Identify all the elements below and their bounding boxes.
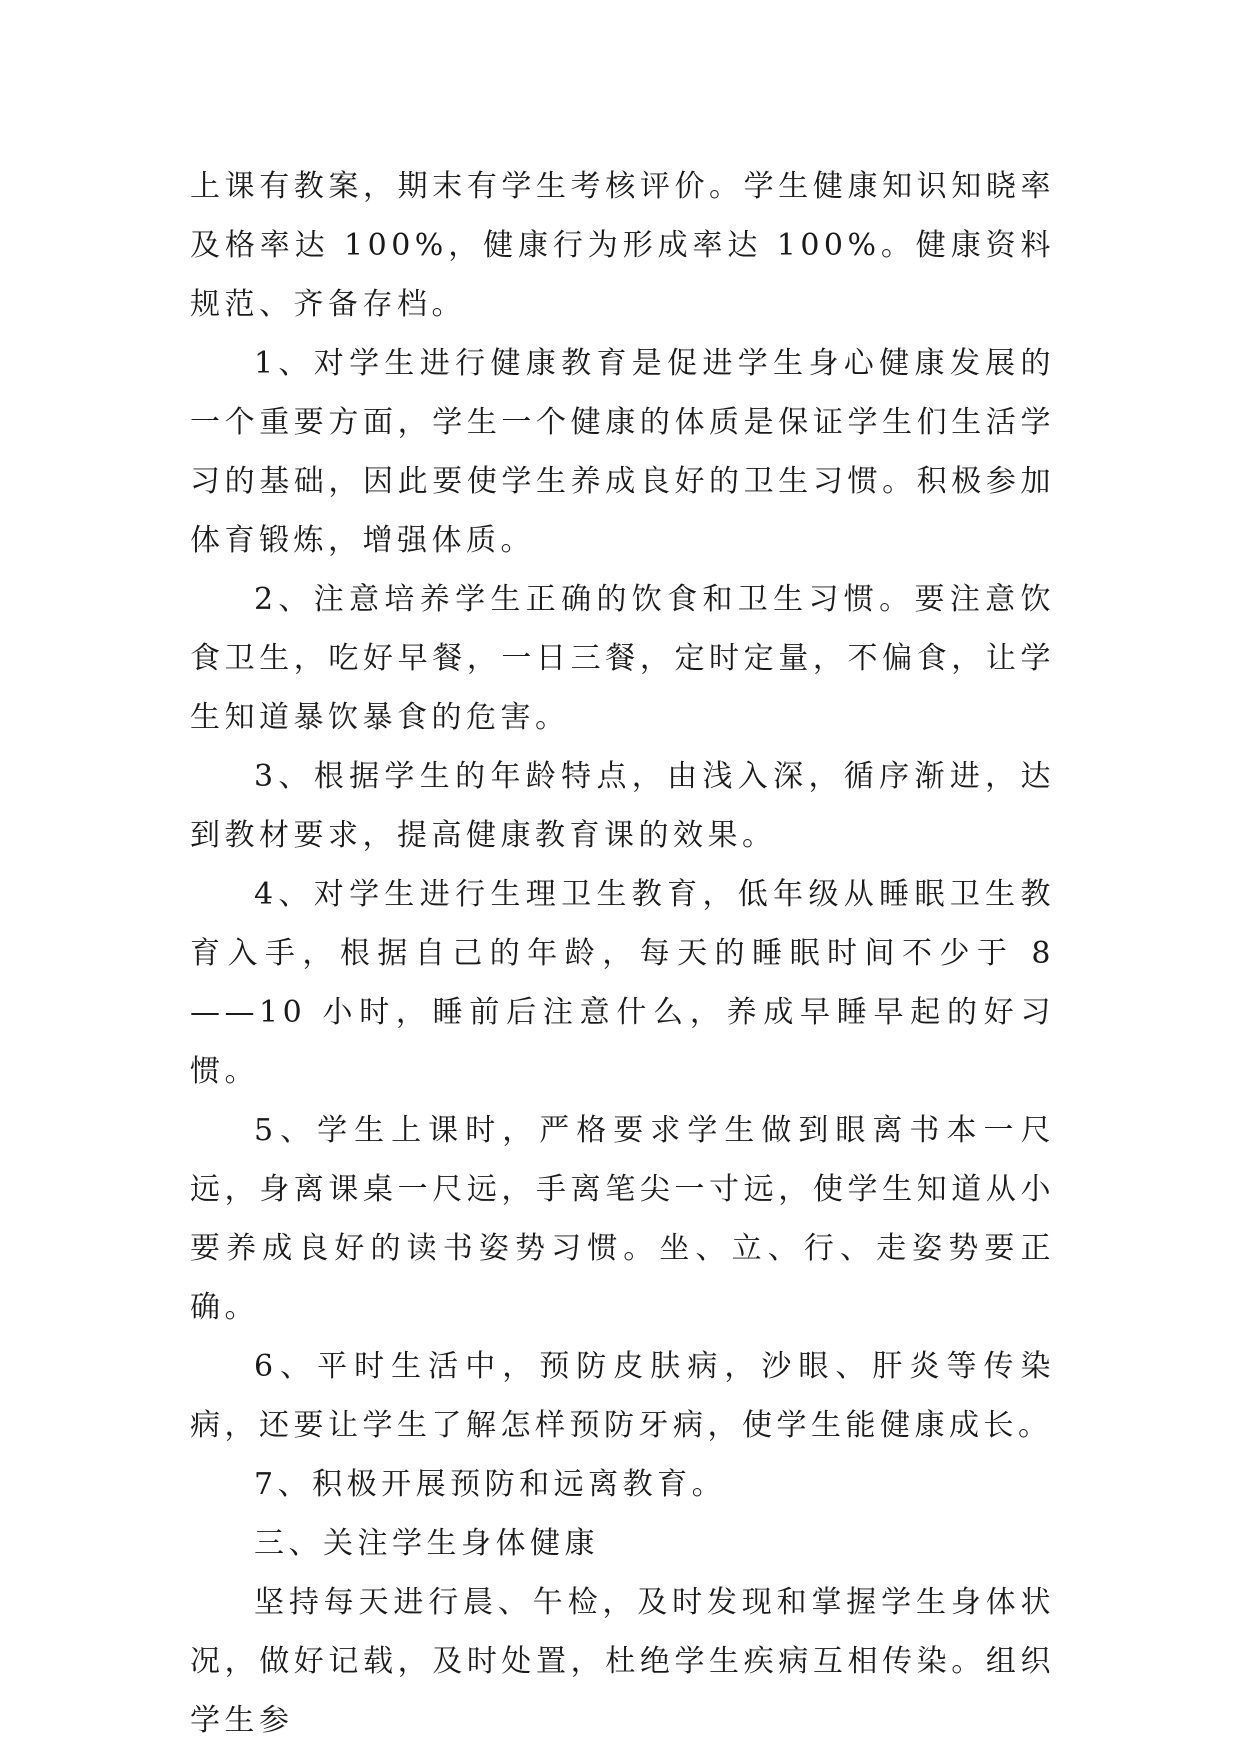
paragraph-item-2: 2、注意培养学生正确的饮食和卫生习惯。要注意饮食卫生，吃好早餐，一日三餐，定时定量，不偏食，让学生知道暴饮暴食的危害。: [190, 582, 1055, 735]
paragraph-item-1: 1、对学生进行健康教育是促进学生身心健康发展的一个重要方面，学生一个健康的体质是保证学生们生活学习的基础，因此要使学生养成良好的卫生习惯。积极参加体育锻炼，增强体质。: [190, 346, 1055, 558]
paragraph-section-body: 坚持每天进行晨、午检，及时发现和掌握学生身体状况，做好记载，及时处置，杜绝学生疾病互相传染。组织学生参: [190, 1585, 1055, 1738]
paragraph-item-3: 3、根据学生的年龄特点，由浅入深，循序渐进，达到教材要求，提高健康教育课的效果。: [190, 759, 1055, 853]
paragraph-item-7: 7、积极开展预防和远离教育。: [254, 1467, 727, 1502]
document-body: [190, 157, 1055, 1750]
paragraph-item-4: 4、对学生进行生理卫生教育，低年级从睡眠卫生教育入手，根据自己的年龄，每天的睡眠时间不少于 8——10 小时，睡前后注意什么，养成早睡早起的好习惯。: [190, 877, 1055, 1089]
section-heading: 三、关注学生身体健康: [254, 1526, 599, 1561]
paragraph-item-6: 6、平时生活中，预防皮肤病，沙眼、肝炎等传染病，还要让学生了解怎样预防牙病，使学生能健康成长。: [190, 1349, 1055, 1443]
paragraph-continuation: 上课有教案，期末有学生考核评价。学生健康知识知晓率及格率达 100%，健康行为形成率达 100%。健康资料规范、齐备存档。: [190, 169, 1055, 322]
paragraph-item-5: 5、学生上课时，严格要求学生做到眼离书本一尺远，身离课桌一尺远，手离笔尖一寸远，使学生知道从小要养成良好的读书姿势习惯。坐、立、行、走姿势要正确。: [190, 1113, 1055, 1325]
